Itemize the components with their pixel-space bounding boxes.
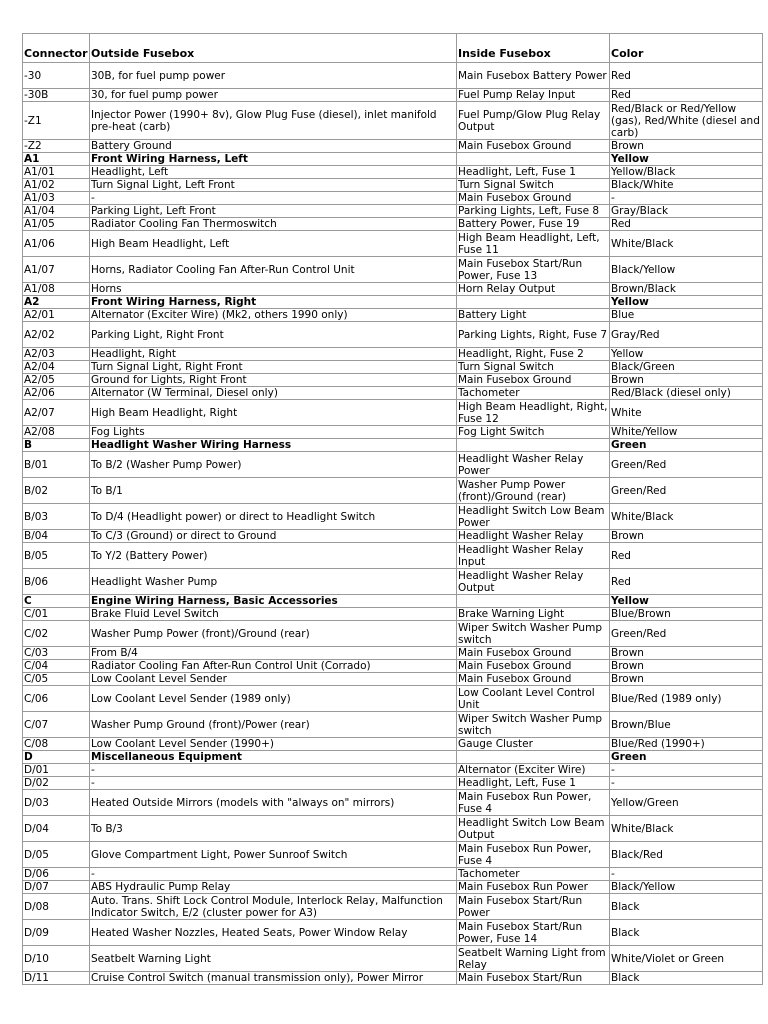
cell-outside-fusebox: Ground for Lights, Right Front — [90, 374, 457, 387]
cell-outside-fusebox: Headlight, Right — [90, 348, 457, 361]
cell-connector: A1 — [23, 153, 90, 166]
cell-outside-fusebox: 30, for fuel pump power — [90, 89, 457, 102]
table-row — [23, 647, 763, 660]
table-row — [23, 894, 763, 920]
cell-inside-fusebox: Tachometer — [457, 868, 610, 881]
cell-connector: B/06 — [23, 569, 90, 595]
cell-connector: C/05 — [23, 673, 90, 686]
cell-outside-fusebox: Headlight Washer Wiring Harness — [90, 439, 457, 452]
cell-outside-fusebox: Brake Fluid Level Switch — [90, 608, 457, 621]
cell-connector: D/05 — [23, 842, 90, 868]
section-row — [23, 751, 763, 764]
cell-connector: D/01 — [23, 764, 90, 777]
table-row — [23, 621, 763, 647]
cell-color: Yellow — [610, 296, 763, 309]
table-row — [23, 179, 763, 192]
cell-inside-fusebox — [457, 153, 610, 166]
section-row — [23, 595, 763, 608]
cell-inside-fusebox: Brake Warning Light — [457, 608, 610, 621]
cell-connector: D — [23, 751, 90, 764]
cell-connector: -30B — [23, 89, 90, 102]
cell-outside-fusebox: ABS Hydraulic Pump Relay — [90, 881, 457, 894]
cell-inside-fusebox: Headlight Washer Relay — [457, 530, 610, 543]
table-row — [23, 712, 763, 738]
cell-outside-fusebox: Headlight Washer Pump — [90, 569, 457, 595]
table-row — [23, 374, 763, 387]
cell-inside-fusebox: Main Fusebox Battery Power — [457, 63, 610, 89]
cell-outside-fusebox: Battery Ground — [90, 140, 457, 153]
cell-connector: C — [23, 595, 90, 608]
cell-outside-fusebox: Horns, Radiator Cooling Fan After-Run Control Unit — [90, 257, 457, 283]
cell-outside-fusebox: Auto. Trans. Shift Lock Control Module, Interlock Relay, Malfunction Indicator Switch, E/2 (cluster power for A3) — [90, 894, 457, 920]
cell-color: Gray/Red — [610, 322, 763, 348]
table-row — [23, 166, 763, 179]
section-row — [23, 296, 763, 309]
cell-outside-fusebox: - — [90, 868, 457, 881]
cell-connector: -Z2 — [23, 140, 90, 153]
cell-outside-fusebox: Heated Washer Nozzles, Heated Seats, Power Window Relay — [90, 920, 457, 946]
table-row — [23, 309, 763, 322]
cell-outside-fusebox: Low Coolant Level Sender (1989 only) — [90, 686, 457, 712]
cell-color: - — [610, 192, 763, 205]
cell-inside-fusebox: Headlight, Left, Fuse 1 — [457, 777, 610, 790]
table-row — [23, 816, 763, 842]
table-row — [23, 686, 763, 712]
table-row — [23, 231, 763, 257]
cell-inside-fusebox: Headlight Switch Low Beam Power — [457, 504, 610, 530]
cell-color: Black — [610, 894, 763, 920]
cell-connector: A2/05 — [23, 374, 90, 387]
cell-color: White/Violet or Green — [610, 946, 763, 972]
cell-color: Yellow — [610, 153, 763, 166]
cell-color: - — [610, 764, 763, 777]
cell-inside-fusebox: High Beam Headlight, Right, Fuse 12 — [458, 400, 608, 425]
table-row — [23, 660, 763, 673]
cell-outside-fusebox: Fog Lights — [90, 426, 457, 439]
cell-outside-fusebox: Turn Signal Light, Left Front — [90, 179, 457, 192]
cell-inside-fusebox: Tachometer — [457, 387, 610, 400]
cell-inside-fusebox: Headlight Switch Low Beam Output — [457, 816, 610, 842]
cell-inside-fusebox — [457, 296, 610, 309]
table-row — [23, 881, 763, 894]
cell-connector: A2/01 — [23, 309, 90, 322]
cell-inside-fusebox: High Beam Headlight, Left, Fuse 11 — [457, 231, 610, 257]
cell-inside-fusebox: Main Fusebox Run Power, Fuse 4 — [457, 790, 610, 816]
table-row — [23, 972, 763, 985]
cell-outside-fusebox: From B/4 — [90, 647, 457, 660]
cell-connector: A2/02 — [23, 322, 90, 348]
cell-color: Black/Yellow — [610, 881, 763, 894]
cell-outside-fusebox: Parking Light, Right Front — [90, 322, 457, 348]
cell-color: White/Yellow — [610, 426, 763, 439]
table-row — [23, 569, 763, 595]
cell-outside-fusebox: Front Wiring Harness, Left — [90, 153, 457, 166]
cell-outside-fusebox: To D/4 (Headlight power) or direct to Headlight Switch — [90, 504, 457, 530]
cell-outside-fusebox: - — [90, 777, 457, 790]
cell-connector: B/01 — [23, 452, 90, 478]
cell-connector: C/06 — [23, 686, 90, 712]
cell-inside-fusebox: Gauge Cluster — [457, 738, 610, 751]
cell-connector: C/08 — [23, 738, 90, 751]
section-row — [23, 153, 763, 166]
cell-outside-fusebox: Cruise Control Switch (manual transmission only), Power Mirror — [90, 972, 457, 985]
cell-inside-fusebox — [457, 751, 610, 764]
cell-connector: A2/03 — [23, 348, 90, 361]
table-row — [23, 452, 763, 478]
table-row — [23, 400, 763, 426]
cell-color: - — [610, 777, 763, 790]
cell-color: Brown/Blue — [610, 712, 763, 738]
cell-connector: D/08 — [23, 894, 90, 920]
cell-inside-fusebox: Fog Light Switch — [457, 426, 610, 439]
cell-inside-fusebox — [457, 439, 610, 452]
cell-color: Blue/Red (1989 only) — [610, 686, 763, 712]
cell-connector: C/01 — [23, 608, 90, 621]
table-row — [23, 63, 763, 89]
cell-inside-fusebox: Battery Light — [457, 309, 610, 322]
cell-outside-fusebox: To B/2 (Washer Pump Power) — [90, 452, 457, 478]
cell-connector: C/02 — [23, 621, 90, 647]
cell-outside-fusebox: To Y/2 (Battery Power) — [90, 543, 457, 569]
cell-connector: -Z1 — [23, 102, 90, 140]
cell-color: Red — [610, 543, 763, 569]
cell-connector: D/11 — [23, 972, 90, 985]
cell-outside-fusebox: To B/1 — [90, 478, 457, 504]
cell-outside-fusebox: To B/3 — [90, 816, 457, 842]
header-connector: Connector — [23, 34, 90, 63]
cell-connector: B — [23, 439, 90, 452]
cell-outside-fusebox: Parking Light, Left Front — [90, 205, 457, 218]
cell-color: White/Black — [610, 231, 763, 257]
cell-connector: B/02 — [23, 478, 90, 504]
cell-outside-fusebox: Washer Pump Ground (front)/Power (rear) — [90, 712, 457, 738]
cell-color: Green — [610, 439, 763, 452]
cell-outside-fusebox: Radiator Cooling Fan After-Run Control Unit (Corrado) — [90, 660, 457, 673]
cell-color: Brown — [610, 660, 763, 673]
cell-inside-fusebox: Headlight, Left, Fuse 1 — [457, 166, 610, 179]
table-row — [23, 868, 763, 881]
cell-connector: A1/04 — [23, 205, 90, 218]
cell-color: Red/Black or Red/Yellow (gas), Red/White (diesel and carb) — [610, 102, 763, 140]
table-row — [23, 387, 763, 400]
cell-color: Green/Red — [610, 452, 763, 478]
table-row — [23, 322, 763, 348]
cell-color: Red — [610, 569, 763, 595]
cell-color: Blue/Red (1990+) — [610, 738, 763, 751]
cell-color: Gray/Black — [610, 205, 763, 218]
cell-outside-fusebox: Front Wiring Harness, Right — [90, 296, 457, 309]
table-row — [23, 192, 763, 205]
cell-inside-fusebox: Headlight Washer Relay Power — [457, 452, 610, 478]
cell-inside-fusebox: Main Fusebox Ground — [457, 140, 610, 153]
header-color: Color — [610, 34, 763, 63]
cell-color: Black — [610, 972, 763, 985]
cell-inside-fusebox — [457, 595, 610, 608]
cell-color: Green — [610, 751, 763, 764]
cell-color: Brown — [610, 140, 763, 153]
cell-outside-fusebox: Alternator (W Terminal, Diesel only) — [90, 387, 457, 400]
cell-color: Black/Green — [610, 361, 763, 374]
cell-inside-fusebox: Low Coolant Level Control Unit — [457, 686, 610, 712]
cell-inside-fusebox: Headlight, Right, Fuse 2 — [457, 348, 610, 361]
cell-inside-fusebox: Fuel Pump Relay Input — [457, 89, 610, 102]
table-row — [23, 205, 763, 218]
cell-inside-fusebox: Turn Signal Switch — [457, 361, 610, 374]
cell-connector: -30 — [23, 63, 90, 89]
cell-connector: A1/05 — [23, 218, 90, 231]
cell-connector: D/02 — [23, 777, 90, 790]
cell-inside-fusebox: Washer Pump Power (front)/Ground (rear) — [457, 478, 610, 504]
cell-connector: A1/06 — [23, 231, 90, 257]
table-row — [23, 673, 763, 686]
cell-outside-fusebox: Low Coolant Level Sender (1990+) — [90, 738, 457, 751]
cell-inside-fusebox: Headlight Washer Relay Input — [457, 543, 610, 569]
cell-connector: A2/07 — [23, 400, 90, 426]
cell-color: White — [610, 400, 763, 426]
table-row — [23, 102, 763, 140]
cell-color: Black/Red — [610, 842, 763, 868]
table-row — [23, 738, 763, 751]
cell-connector: C/07 — [23, 712, 90, 738]
table-row — [23, 504, 763, 530]
cell-outside-fusebox: Seatbelt Warning Light — [90, 946, 457, 972]
cell-connector: A1/02 — [23, 179, 90, 192]
cell-outside-fusebox: Radiator Cooling Fan Thermoswitch — [90, 218, 457, 231]
cell-connector: A1/08 — [23, 283, 90, 296]
cell-inside-fusebox: Wiper Switch Washer Pump switch — [457, 712, 610, 738]
cell-color: Brown/Black — [610, 283, 763, 296]
cell-outside-fusebox: - — [90, 192, 457, 205]
cell-inside-fusebox: Battery Power, Fuse 19 — [457, 218, 610, 231]
cell-inside-fusebox: Parking Lights, Right, Fuse 7 — [457, 322, 610, 348]
cell-outside-fusebox: Washer Pump Power (front)/Ground (rear) — [90, 621, 457, 647]
cell-outside-fusebox: Low Coolant Level Sender — [90, 673, 457, 686]
cell-color: Brown — [610, 530, 763, 543]
header-inside-fusebox: Inside Fusebox — [457, 34, 610, 63]
cell-connector: A1/01 — [23, 166, 90, 179]
cell-color: Brown — [610, 647, 763, 660]
cell-color: White/Black — [610, 504, 763, 530]
cell-connector: B/05 — [23, 543, 90, 569]
cell-color: Red/Black (diesel only) — [610, 387, 763, 400]
cell-outside-fusebox: - — [90, 764, 457, 777]
cell-outside-fusebox: Turn Signal Light, Right Front — [90, 361, 457, 374]
cell-outside-fusebox: To C/3 (Ground) or direct to Ground — [90, 530, 457, 543]
table-row — [23, 257, 763, 283]
cell-inside-fusebox: Main Fusebox Ground — [457, 192, 610, 205]
table-row — [23, 283, 763, 296]
cell-inside-fusebox: Main Fusebox Start/Run Power, Fuse 14 — [457, 920, 610, 946]
header-outside-fusebox: Outside Fusebox — [90, 34, 457, 63]
table-row — [23, 920, 763, 946]
cell-connector: A1/03 — [23, 192, 90, 205]
cell-outside-fusebox: High Beam Headlight, Left — [90, 231, 457, 257]
cell-color: Green/Red — [610, 478, 763, 504]
table-row — [23, 218, 763, 231]
cell-color: Yellow/Black — [610, 166, 763, 179]
cell-color: Red — [610, 63, 763, 89]
cell-connector: A2/08 — [23, 426, 90, 439]
cell-color: Blue/Brown — [610, 608, 763, 621]
cell-inside-fusebox: Fuel Pump/Glow Plug Relay Output — [457, 102, 610, 140]
cell-color: Yellow/Green — [610, 790, 763, 816]
cell-color: Yellow — [610, 595, 763, 608]
cell-inside-fusebox: Headlight Washer Relay Output — [457, 569, 610, 595]
cell-color: Brown — [610, 673, 763, 686]
cell-inside-fusebox: Main Fusebox Run Power, Fuse 4 — [457, 842, 610, 868]
table-row — [23, 361, 763, 374]
cell-inside-fusebox: Horn Relay Output — [457, 283, 610, 296]
cell-connector: A2/04 — [23, 361, 90, 374]
table-row — [23, 764, 763, 777]
cell-connector: D/10 — [23, 946, 90, 972]
cell-color: Brown — [610, 374, 763, 387]
connector-table — [22, 33, 763, 985]
cell-connector: D/09 — [23, 920, 90, 946]
cell-inside-fusebox: Main Fusebox Start/Run Power — [457, 894, 610, 920]
cell-connector: D/04 — [23, 816, 90, 842]
cell-outside-fusebox: Headlight, Left — [90, 166, 457, 179]
cell-connector: D/07 — [23, 881, 90, 894]
table-row — [23, 348, 763, 361]
cell-outside-fusebox: Heated Outside Mirrors (models with "always on" mirrors) — [90, 790, 457, 816]
cell-inside-fusebox: Wiper Switch Washer Pump switch — [457, 621, 610, 647]
cell-color: Green/Red — [610, 621, 763, 647]
table-row — [23, 790, 763, 816]
cell-outside-fusebox: Glove Compartment Light, Power Sunroof Switch — [90, 842, 457, 868]
cell-color: Yellow — [610, 348, 763, 361]
cell-color: Red — [610, 89, 763, 102]
cell-inside-fusebox: Main Fusebox Ground — [457, 647, 610, 660]
cell-outside-fusebox: Miscellaneous Equipment — [90, 751, 457, 764]
cell-color: Black — [610, 920, 763, 946]
cell-outside-fusebox: Horns — [90, 283, 457, 296]
cell-inside-fusebox: Alternator (Exciter Wire) — [457, 764, 610, 777]
cell-inside-fusebox: Main Fusebox Ground — [457, 660, 610, 673]
cell-outside-fusebox: Alternator (Exciter Wire) (Mk2, others 1990 only) — [90, 309, 457, 322]
table-row — [23, 608, 763, 621]
cell-inside-fusebox: Main Fusebox Run Power — [457, 881, 610, 894]
table-row — [23, 530, 763, 543]
cell-outside-fusebox: Injector Power (1990+ 8v), Glow Plug Fuse (diesel), inlet manifold pre-heat (carb) — [90, 102, 457, 140]
cell-connector: D/06 — [23, 868, 90, 881]
cell-connector: B/04 — [23, 530, 90, 543]
cell-inside-fusebox: Main Fusebox Start/Run Power, Fuse 13 — [457, 257, 610, 283]
cell-inside-fusebox: Parking Lights, Left, Fuse 8 — [457, 205, 610, 218]
table-row — [23, 140, 763, 153]
cell-connector: C/03 — [23, 647, 90, 660]
cell-connector: A2/06 — [23, 387, 90, 400]
table-row — [23, 946, 763, 972]
cell-inside-fusebox: Turn Signal Switch — [457, 179, 610, 192]
cell-color: Black/White — [610, 179, 763, 192]
cell-connector: B/03 — [23, 504, 90, 530]
cell-color: Black/Yellow — [610, 257, 763, 283]
cell-connector: D/03 — [23, 790, 90, 816]
cell-outside-fusebox: 30B, for fuel pump power — [90, 63, 457, 89]
table-row — [23, 89, 763, 102]
table-header-row — [23, 34, 763, 63]
cell-color: Red — [610, 218, 763, 231]
cell-inside-fusebox: Main Fusebox Ground — [457, 374, 610, 387]
cell-inside-fusebox: Main Fusebox Ground — [457, 673, 610, 686]
cell-outside-fusebox: High Beam Headlight, Right — [90, 400, 457, 426]
cell-color: - — [610, 868, 763, 881]
wiring-table-document — [22, 33, 760, 985]
table-row — [23, 426, 763, 439]
table-row — [23, 478, 763, 504]
section-row — [23, 439, 763, 452]
cell-inside-fusebox: Main Fusebox Start/Run — [457, 972, 610, 985]
cell-inside-fusebox: Seatbelt Warning Light from Relay — [457, 946, 610, 972]
table-row — [23, 842, 763, 868]
cell-connector: C/04 — [23, 660, 90, 673]
cell-outside-fusebox: Engine Wiring Harness, Basic Accessories — [90, 595, 457, 608]
cell-color: Blue — [610, 309, 763, 322]
cell-connector: A1/07 — [23, 257, 90, 283]
cell-color: White/Black — [610, 816, 763, 842]
cell-connector: A2 — [23, 296, 90, 309]
table-row — [23, 543, 763, 569]
table-row — [23, 777, 763, 790]
